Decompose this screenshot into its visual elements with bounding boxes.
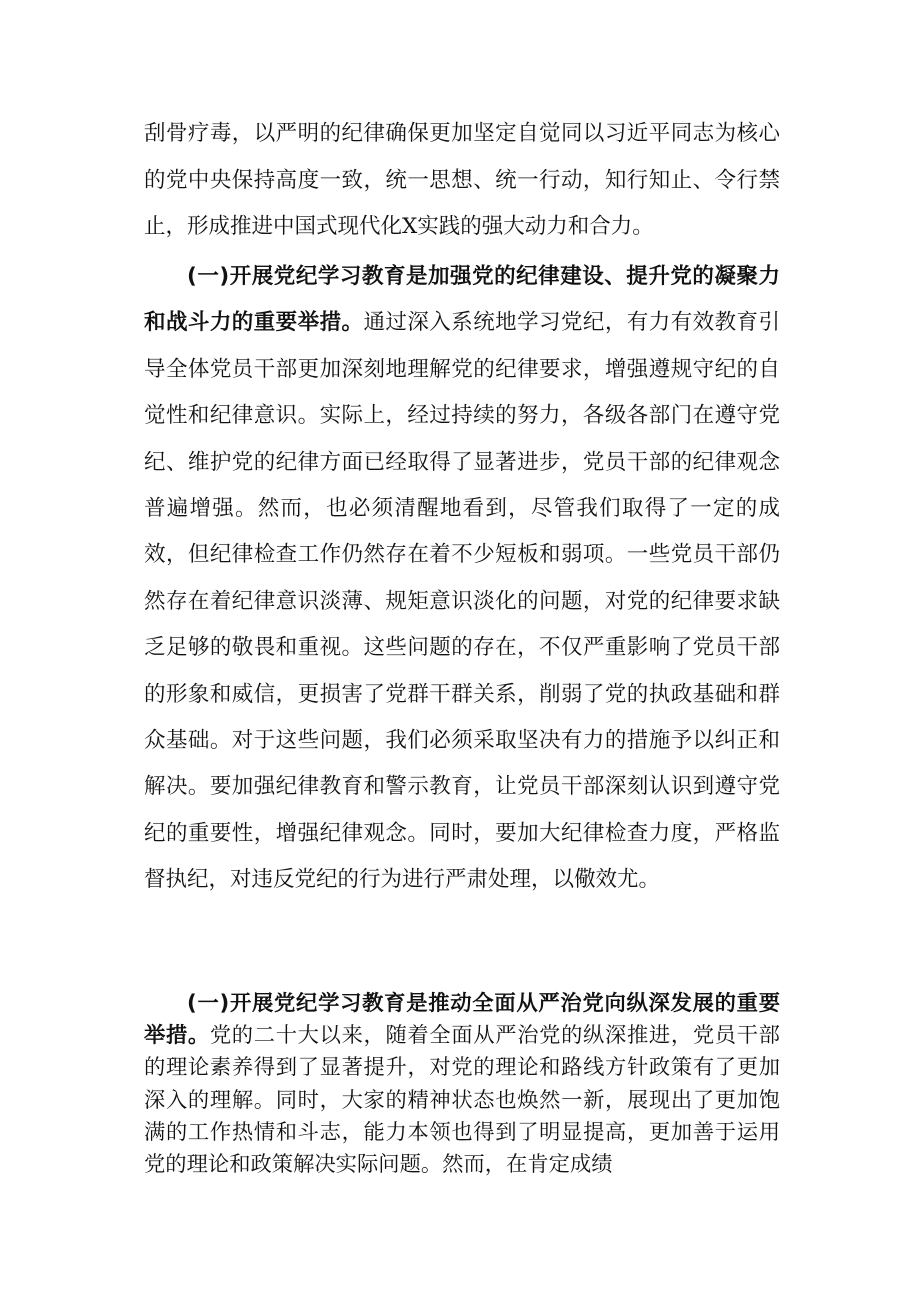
paragraph-1-text: 刮骨疗毒，以严明的纪律确保更加坚定自觉同以习近平同志为核心的党中央保持高度一致，统一思想、统一行动，知行知止、令行禁止，形成推进中国式现代化X实践的强大动力和合力。 — [144, 121, 780, 239]
paragraph-3-heading: (一)开展党纪学习教育是推动全面从严治党向纵深发展的重要举措。 — [144, 991, 780, 1049]
paragraph-2-body: 通过深入系统地学习党纪，有力有效教育引导全体党员干部更加深刻地理解党的纪律要求，增强遵规守纪的自觉性和纪律意识。实际上，经过持续的努力，各级各部门在遵守党纪、维护党的纪律方面已经取得了显著进步，党员干部的纪律观念普遍增强。然而，也必须清醒地看到，尽管我们取得了一定的成效，但纪律检查工作仍然存在着不少短板和弱项。一些党员干部仍然存在着纪律意识淡薄、规矩意识淡化的问题，对党的纪律要求缺乏足够的敬畏和重视。这些问题的存在，不仅严重影响了党员干部的形象和威信，更损害了党群干群关系，削弱了党的执政基础和群众基础。对于这些问题，我们必须采取坚决有力的措施予以纠正和解决。要加强纪律教育和警示教育，让党员干部深刻认识到遵守党纪的重要性，增强纪律观念。同时，要加大纪律检查力度，严格监督执纪，对违反党纪的行为进行严肃处理，以儆效尤。 — [144, 310, 780, 893]
paragraph-1 — [144, 111, 780, 251]
paragraph-2-heading: (一)开展党纪学习教育是加强党的纪律建设、提升党的凝聚力和战斗力的重要举措。 — [144, 264, 780, 336]
paragraph-3 — [144, 988, 780, 1181]
paragraph-3-body: 党的二十大以来，随着全面从严治党的纵深推进，党员干部的理论素养得到了显著提升，对党的理论和路线方针政策有了更加深入的理解。同时，大家的精神状态也焕然一新，展现出了更加饱满的工作热情和斗志，能力本领也得到了明显提高，更加善于运用党的理论和政策解决实际问题。然而，在肯定成绩 — [144, 1023, 780, 1178]
paragraph-2 — [144, 254, 780, 904]
